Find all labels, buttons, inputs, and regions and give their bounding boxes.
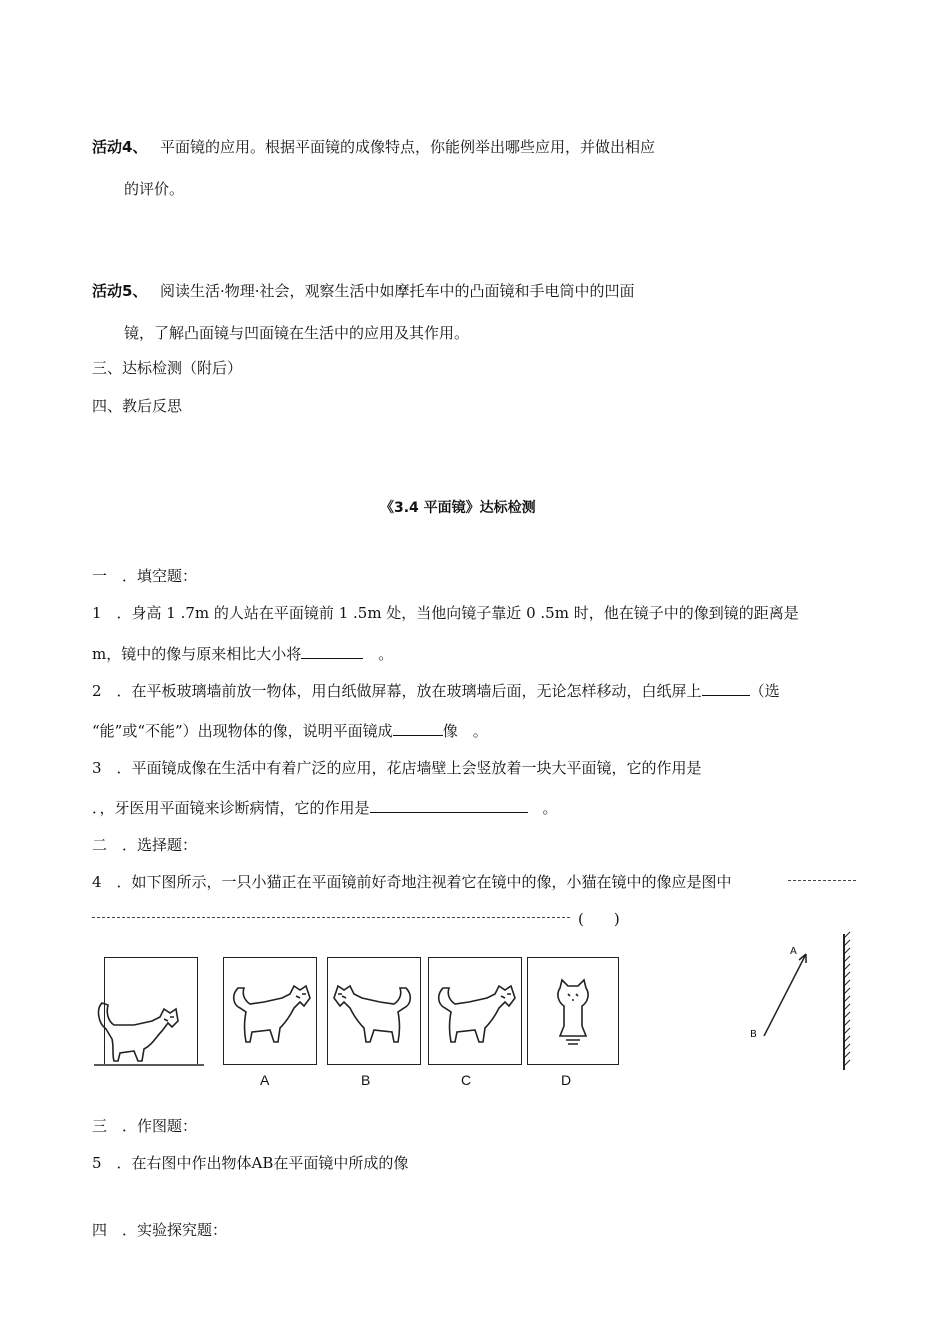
cat-option-d-icon: [528, 978, 618, 1068]
q1-line2-text: m，镜中的像与原来相比大小将: [92, 645, 302, 663]
q2-line1-text: 2 ．在平板玻璃墙前放一物体，用白纸做屏幕，放在玻璃墙后面，无论怎样移动，白纸屏上: [92, 682, 702, 700]
part4-heading: 四 ．实验探究题：: [92, 1221, 228, 1239]
option-a-label[interactable]: A: [260, 1072, 270, 1088]
q4-answer-paren[interactable]: ( ): [578, 910, 620, 928]
option-b-label[interactable]: B: [361, 1072, 371, 1088]
cat-option-b-icon: [328, 978, 420, 1068]
q4-line1: 4 ．如下图所示，一只小猫正在平面镜前好奇地注视着它在镜中的像，小猫在镜中的像应是图中: [92, 873, 732, 891]
activity4-text-line2: 的评价。: [124, 180, 185, 198]
q2-line2-end: 像 。: [442, 722, 488, 740]
option-c-frame[interactable]: [428, 957, 522, 1065]
cat-original-icon: [94, 995, 204, 1075]
q1-line1: 1 ．身高 1 .7m 的人站在平面镜前 1 .5m 处，当他向镜子靠近 0 .5m 时，他在镜子中的像到镜的距离是: [92, 604, 799, 622]
part3-heading: 三 ．作图题：: [92, 1117, 198, 1135]
q3-line1: 3 ．平面镜成像在生活中有着广泛的应用，花店墙壁上会竖放着一块大平面镜，它的作用是: [92, 759, 702, 777]
activity5-label: 活动5、: [92, 282, 148, 300]
cat-option-c-icon: [429, 978, 521, 1068]
activity4-text-line1: 平面镜的应用。根据平面镜的成像特点，你能例举出哪些应用，并做出相应: [160, 138, 656, 156]
object-ab-arrow-icon: [758, 948, 818, 1048]
q2-line1: [92, 680, 780, 701]
point-b-label: B: [750, 1029, 757, 1040]
q1-line2-end: 。: [378, 645, 394, 663]
q3-answer-blank[interactable]: [370, 798, 528, 813]
q3-line2: [92, 797, 558, 818]
point-a-label: A: [790, 946, 797, 957]
option-b-frame[interactable]: [327, 957, 421, 1065]
q5-text: 5 ．在右图中作出物体AB在平面镜中所成的像: [92, 1154, 409, 1172]
q2-answer-blank-2[interactable]: [393, 721, 443, 736]
q1-line2: [92, 643, 393, 664]
option-c-label[interactable]: C: [461, 1072, 472, 1088]
part2-heading: 二 ．选择题：: [92, 836, 198, 854]
q2-line2-text: “能”或“不能”）出现物体的像，说明平面镜成: [92, 722, 393, 740]
option-d-label[interactable]: D: [561, 1072, 572, 1088]
q3-line2-text: ．，牙医用平面镜来诊断病情，它的作用是: [92, 799, 370, 817]
q2-line2: [92, 720, 488, 741]
option-d-frame[interactable]: [527, 957, 619, 1065]
q4-leader-dashes-1: [788, 880, 856, 881]
q1-answer-blank[interactable]: [301, 644, 363, 659]
section-4-heading: 四、教后反思: [92, 397, 183, 415]
test-title: 《3.4 平面镜》达标检测: [380, 500, 536, 516]
part1-heading: 一 ．填空题：: [92, 567, 198, 585]
q4-leader-dashes-2: [92, 917, 570, 918]
activity5-text-line2: 镜，了解凸面镜与凹面镜在生活中的应用及其作用。: [124, 324, 470, 342]
section-3-heading: 三、达标检测（附后）: [92, 359, 243, 377]
cat-option-a-icon: [224, 978, 316, 1068]
q2-answer-blank-1[interactable]: [702, 681, 750, 696]
option-a-frame[interactable]: [223, 957, 317, 1065]
q3-line2-end: 。: [542, 799, 558, 817]
activity5-text-line1: 阅读生活·物理·社会，观察生活中如摩托车中的凸面镜和手电筒中的凹面: [160, 282, 635, 300]
activity4-label: 活动4、: [92, 138, 148, 156]
q2-line1-end: （选: [749, 682, 780, 700]
